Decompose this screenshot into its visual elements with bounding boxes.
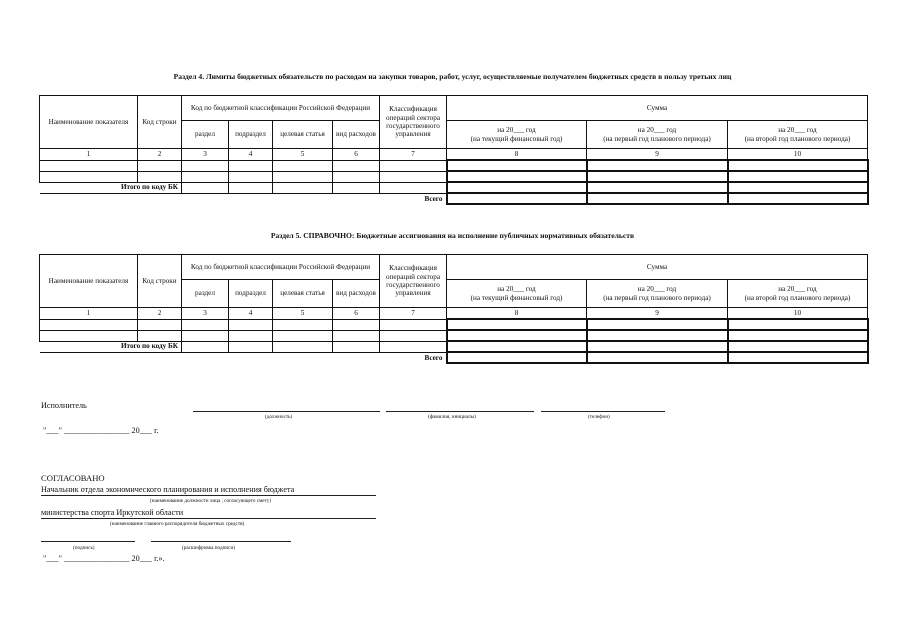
header-target-article: целевая статья [273,280,333,308]
approval-heading: СОГЛАСОВАНО [41,473,105,483]
header-target-article: целевая статья [273,121,333,149]
total-bk-row [40,182,868,193]
total-bk-row [40,341,868,352]
table-row [40,160,868,171]
executor-label: Исполнитель [41,401,87,410]
approval-position-line [41,495,376,496]
table-row [40,319,868,330]
header-year-current: на 20___ год (на текущий финансовый год) [447,280,587,308]
col-number: 6 [333,308,380,320]
header-razdel: раздел [182,280,229,308]
header-year-plan-1: на 20___ год (на первый год планового периода) [587,121,728,149]
executor-date: "___" ________________ 20___ г. [43,426,159,435]
col-number: 10 [728,149,868,161]
total-all-label: Всего [40,352,447,363]
header-indicator-name: Наименование показателя [40,255,138,308]
col-number: 4 [229,308,273,320]
approval-position: Начальник отдела экономического планирования и исполнения бюджета [41,485,295,494]
header-podrazdel: подраздел [229,280,273,308]
table-row [40,330,868,341]
col-number: 7 [380,308,447,320]
header-expense-type: вид расходов [333,121,380,149]
header-year-current: на 20___ год (на текущий финансовый год) [447,121,587,149]
section-4-title: Раздел 4. Лимиты бюджетных обязательств по расходам на закупки товаров, работ, услуг, осуществляемые получателем бюджетных средств в пользу третьих лиц [173,72,732,81]
col-number: 7 [380,149,447,161]
total-all-row [40,193,868,204]
section-4-table [39,95,869,205]
approval-org-hint: (наименование главного распорядителя бюджетных средств) [110,521,245,527]
header-expense-type: вид расходов [333,280,380,308]
header-kosgu: Классификация операций сектора государственного управления [380,96,447,149]
executor-position-line [193,411,380,412]
total-bk-label: Итого по коду БК [40,182,182,193]
col-number: 3 [182,149,229,161]
section-5-table [39,254,869,364]
col-number: 5 [273,149,333,161]
header-bk-group: Код по бюджетной классификации Российской Федерации [182,255,380,280]
col-number: 9 [587,308,728,320]
approval-org-line [41,518,376,519]
approval-date: "___" ________________ 20___ г.». [43,554,165,563]
approval-decode-line [151,541,291,542]
header-year-plan-2: на 20___ год (на второй год планового периода) [728,121,868,149]
col-number: 4 [229,149,273,161]
header-year-plan-1: на 20___ год (на первый год планового периода) [587,280,728,308]
executor-name-line [386,411,534,412]
col-number: 1 [40,149,138,161]
approval-sign-hint: (подпись) [73,545,95,551]
header-sum-group: Сумма [447,255,868,280]
col-number: 3 [182,308,229,320]
col-number: 8 [447,149,587,161]
header-podrazdel: подраздел [229,121,273,149]
col-number: 9 [587,149,728,161]
executor-phone-hint: (телефон) [588,414,610,420]
executor-position-hint: (должность) [265,414,293,420]
total-all-label: Всего [40,193,447,204]
header-row-code: Код строки [138,255,182,308]
executor-phone-line [541,411,665,412]
approval-position-hint: (наименование должности лица , согласующего смету) [150,498,272,504]
executor-name-hint: (фамилия, инициалы) [428,414,476,420]
col-number: 8 [447,308,587,320]
header-row-code: Код строки [138,96,182,149]
col-number: 10 [728,308,868,320]
header-razdel: раздел [182,121,229,149]
approval-decode-hint: (расшифровка подписи) [182,545,235,551]
section-5-title: Раздел 5. СПРАВОЧНО: Бюджетные ассигнования на исполнение публичных нормативных обязательств [270,231,635,240]
table-row [40,171,868,182]
col-number: 1 [40,308,138,320]
approval-sign-line [41,541,135,542]
total-bk-label: Итого по коду БК [40,341,182,352]
header-indicator-name: Наименование показателя [40,96,138,149]
col-number: 2 [138,308,182,320]
total-all-row [40,352,868,363]
header-kosgu: Классификация операций сектора государственного управления [380,255,447,308]
col-number: 2 [138,149,182,161]
col-number: 5 [273,308,333,320]
approval-org: министерства спорта Иркутской области [41,508,184,517]
header-bk-group: Код по бюджетной классификации Российской Федерации [182,96,380,121]
header-sum-group: Сумма [447,96,868,121]
col-number: 6 [333,149,380,161]
header-year-plan-2: на 20___ год (на второй год планового периода) [728,280,868,308]
